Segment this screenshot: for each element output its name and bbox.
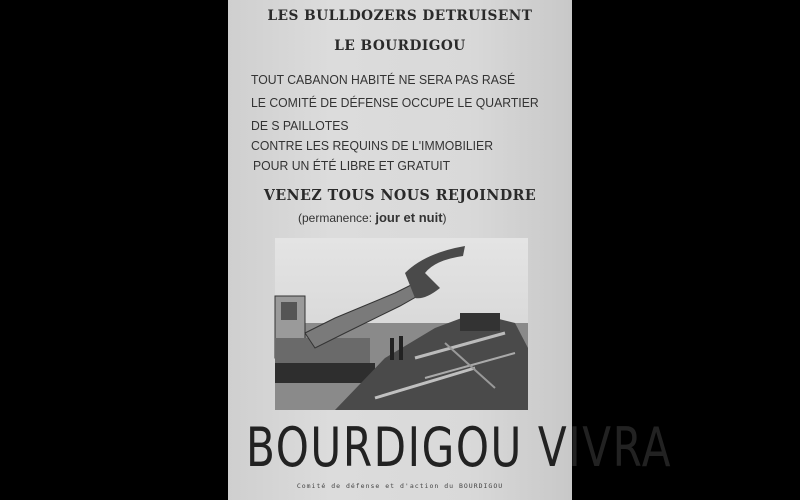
text-line: CONTRE LES REQUINS DE L'IMMOBILIER [251,138,494,153]
signature: Comité de défense et d'action du BOURDIGOU [296,482,504,490]
text-line: LE COMITÉ DE DÉFENSE OCCUPE LE QUARTIER [251,95,539,110]
permanence-prefix: (permanence: [298,211,376,225]
permanence-note [298,210,447,226]
permanence-emphasis: jour et nuit [375,210,443,225]
text-line: DE S PAILLOTES [251,118,349,133]
slogan: BOURDIGOU VIVRA [246,416,673,479]
headline-1: LES BULLDOZERS DETRUISENT [267,8,533,24]
text-line: POUR UN ÉTÉ LIBRE ET GRATUIT [253,158,451,173]
poster [228,0,673,500]
text-line: TOUT CABANON HABITÉ NE SERA PAS RASÉ [251,72,516,87]
call-to-action: VENEZ TOUS NOUS REJOINDRE [263,187,537,204]
permanence-suffix: ) [442,211,447,225]
bulldozer-photo [275,238,528,410]
headline-2: LE BOURDIGOU [334,38,466,54]
